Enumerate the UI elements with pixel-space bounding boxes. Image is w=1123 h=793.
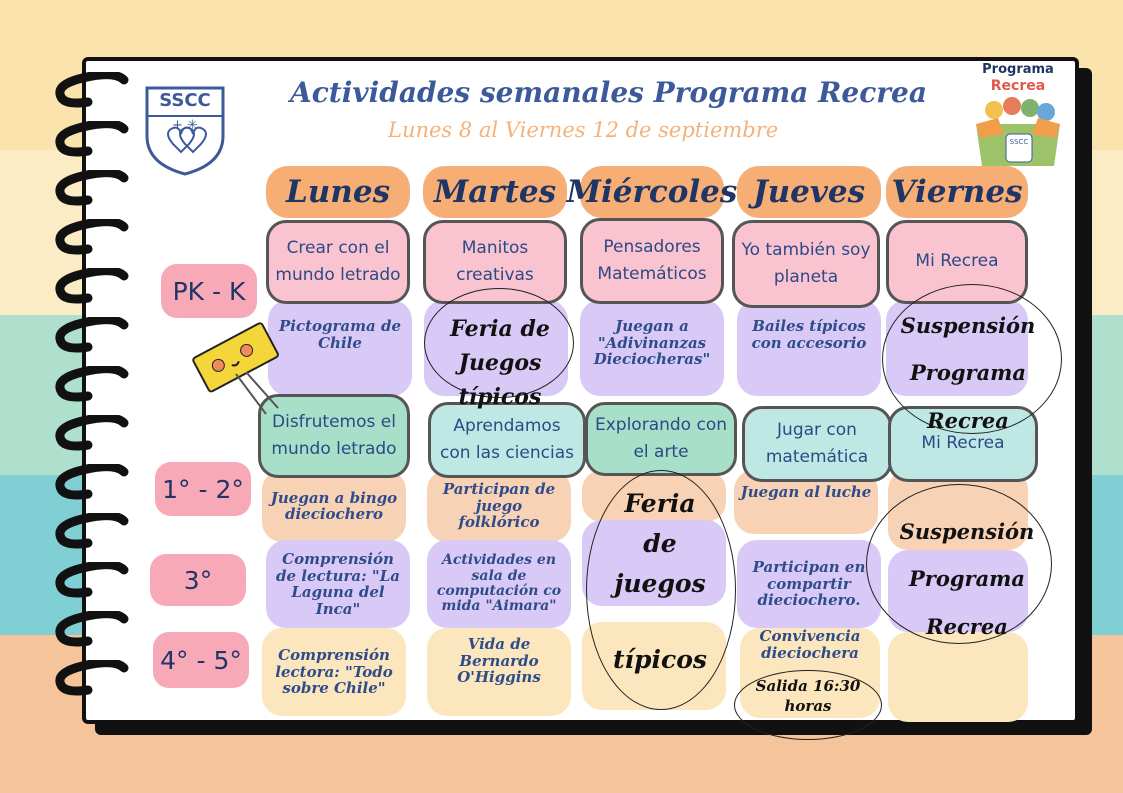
pk-workshop-jueves: Yo también soy planeta: [732, 220, 880, 308]
day-header-lunes: Lunes: [266, 166, 410, 218]
r3-martes: Actividades en sala de computación co mida "Aimara": [427, 540, 571, 628]
annotation-line: Salida 16:30: [755, 677, 861, 695]
r12-jueves: Juegan al luche: [734, 470, 878, 534]
r12-martes: Participan de juego folklórico: [427, 470, 571, 542]
logo-text: SSCC: [159, 90, 211, 111]
spiral-ring: [52, 415, 130, 453]
annotation-line: típicos: [458, 384, 542, 411]
annotation-salida: [736, 676, 880, 717]
level-label-pk-k: PK - K: [161, 264, 257, 318]
annotation-line: Programa: [908, 566, 1026, 592]
spiral-ring: [52, 611, 130, 649]
basic-workshop-lunes: Disfrutemos el mundo letrado: [258, 394, 410, 478]
spiral-ring: [52, 121, 130, 159]
annotation-line: Recrea: [926, 613, 1008, 639]
r45-lunes: Comprensión lectora: "Todo sobre Chile": [262, 628, 406, 716]
pk-activity-miercoles: Juegan a "Adivinanzas Dieciocheras": [580, 300, 724, 396]
level-label-4-5: 4° - 5°: [153, 632, 249, 688]
basic-workshop-jueves: Jugar con matemática: [742, 406, 892, 482]
program-recrea-logo: [968, 62, 1068, 170]
school-logo: [143, 84, 227, 176]
annotation-feria-miercoles: [590, 484, 730, 680]
spiral-ring: [52, 72, 130, 110]
annotation-line: Feria: [624, 489, 696, 518]
spiral-ring: [52, 513, 130, 551]
spiral-ring: [52, 464, 130, 502]
r45-martes: Vida de Bernardo O'Higgins: [427, 628, 571, 716]
r3-lunes: Comprensión de lectura: "La Laguna del Inca": [266, 540, 410, 628]
basic-workshop-miercoles: Explorando con el arte: [585, 402, 737, 476]
page-subtitle: Lunes 8 al Viernes 12 de septiembre: [388, 118, 779, 142]
program-logo-badge: SSCC: [1009, 138, 1029, 146]
annotation-gap: [590, 604, 730, 640]
pk-workshop-viernes: Mi Recrea: [886, 220, 1028, 304]
annotation-line: Feria de: [450, 316, 550, 342]
annotation-line: típicos: [613, 645, 707, 674]
pk-activity-jueves: Bailes típicos con accesorio: [737, 300, 881, 396]
pk-workshop-martes: Manitos creativas: [423, 220, 567, 304]
spiral-ring: [52, 317, 130, 355]
program-logo-line1: Programa: [982, 62, 1054, 77]
logo-emblem: + ✳: [172, 118, 198, 133]
spiral-ring: [52, 660, 130, 698]
annotation-line: Programa: [909, 360, 1027, 386]
pk-workshop-miercoles: Pensadores Matemáticos: [580, 218, 724, 304]
binder-clip-icon: [186, 316, 286, 416]
annotation-line: Juegos: [458, 350, 542, 377]
basic-workshop-viernes: Mi Recrea: [888, 406, 1038, 482]
annotation-line: horas: [784, 697, 832, 716]
day-header-martes: Martes: [423, 166, 567, 218]
day-header-jueves: Jueves: [737, 166, 881, 218]
level-label-1-2: 1° - 2°: [155, 462, 251, 516]
page-title: Actividades semanales Programa Recrea: [290, 76, 927, 109]
program-logo-line2: Recrea: [990, 78, 1046, 94]
annotation-suspension-1: [886, 302, 1050, 444]
spiral-ring: [52, 562, 130, 600]
day-header-miercoles: Miércoles: [580, 166, 724, 218]
annotation-line: Suspensión: [899, 519, 1035, 544]
day-header-viernes: Viernes: [886, 166, 1028, 218]
pk-activity-lunes: Pictograma de Chile: [268, 300, 412, 396]
annotation-suspension-2: [884, 508, 1050, 650]
r3-jueves: Participan en compartir dieciochero.: [737, 540, 881, 628]
spiral-ring: [52, 268, 130, 306]
spiral-ring: [52, 219, 130, 257]
r45-jueves: Convivencia dieciochera: [740, 628, 880, 718]
annotation-line: juegos: [614, 569, 706, 598]
r12-lunes: Juegan a bingo dieciochero: [262, 470, 406, 542]
spiral-ring: [52, 366, 130, 404]
pk-workshop-lunes: Crear con el mundo letrado: [266, 220, 410, 304]
annotation-line: de: [643, 529, 677, 558]
annotation-line: Suspensión: [900, 313, 1036, 338]
basic-workshop-martes: Aprendamos con las ciencias: [428, 402, 586, 478]
level-label-3: 3°: [150, 554, 246, 606]
annotation-feria-martes: [430, 312, 570, 414]
spiral-ring: [52, 170, 130, 208]
annotation-line: Recrea: [927, 407, 1009, 433]
